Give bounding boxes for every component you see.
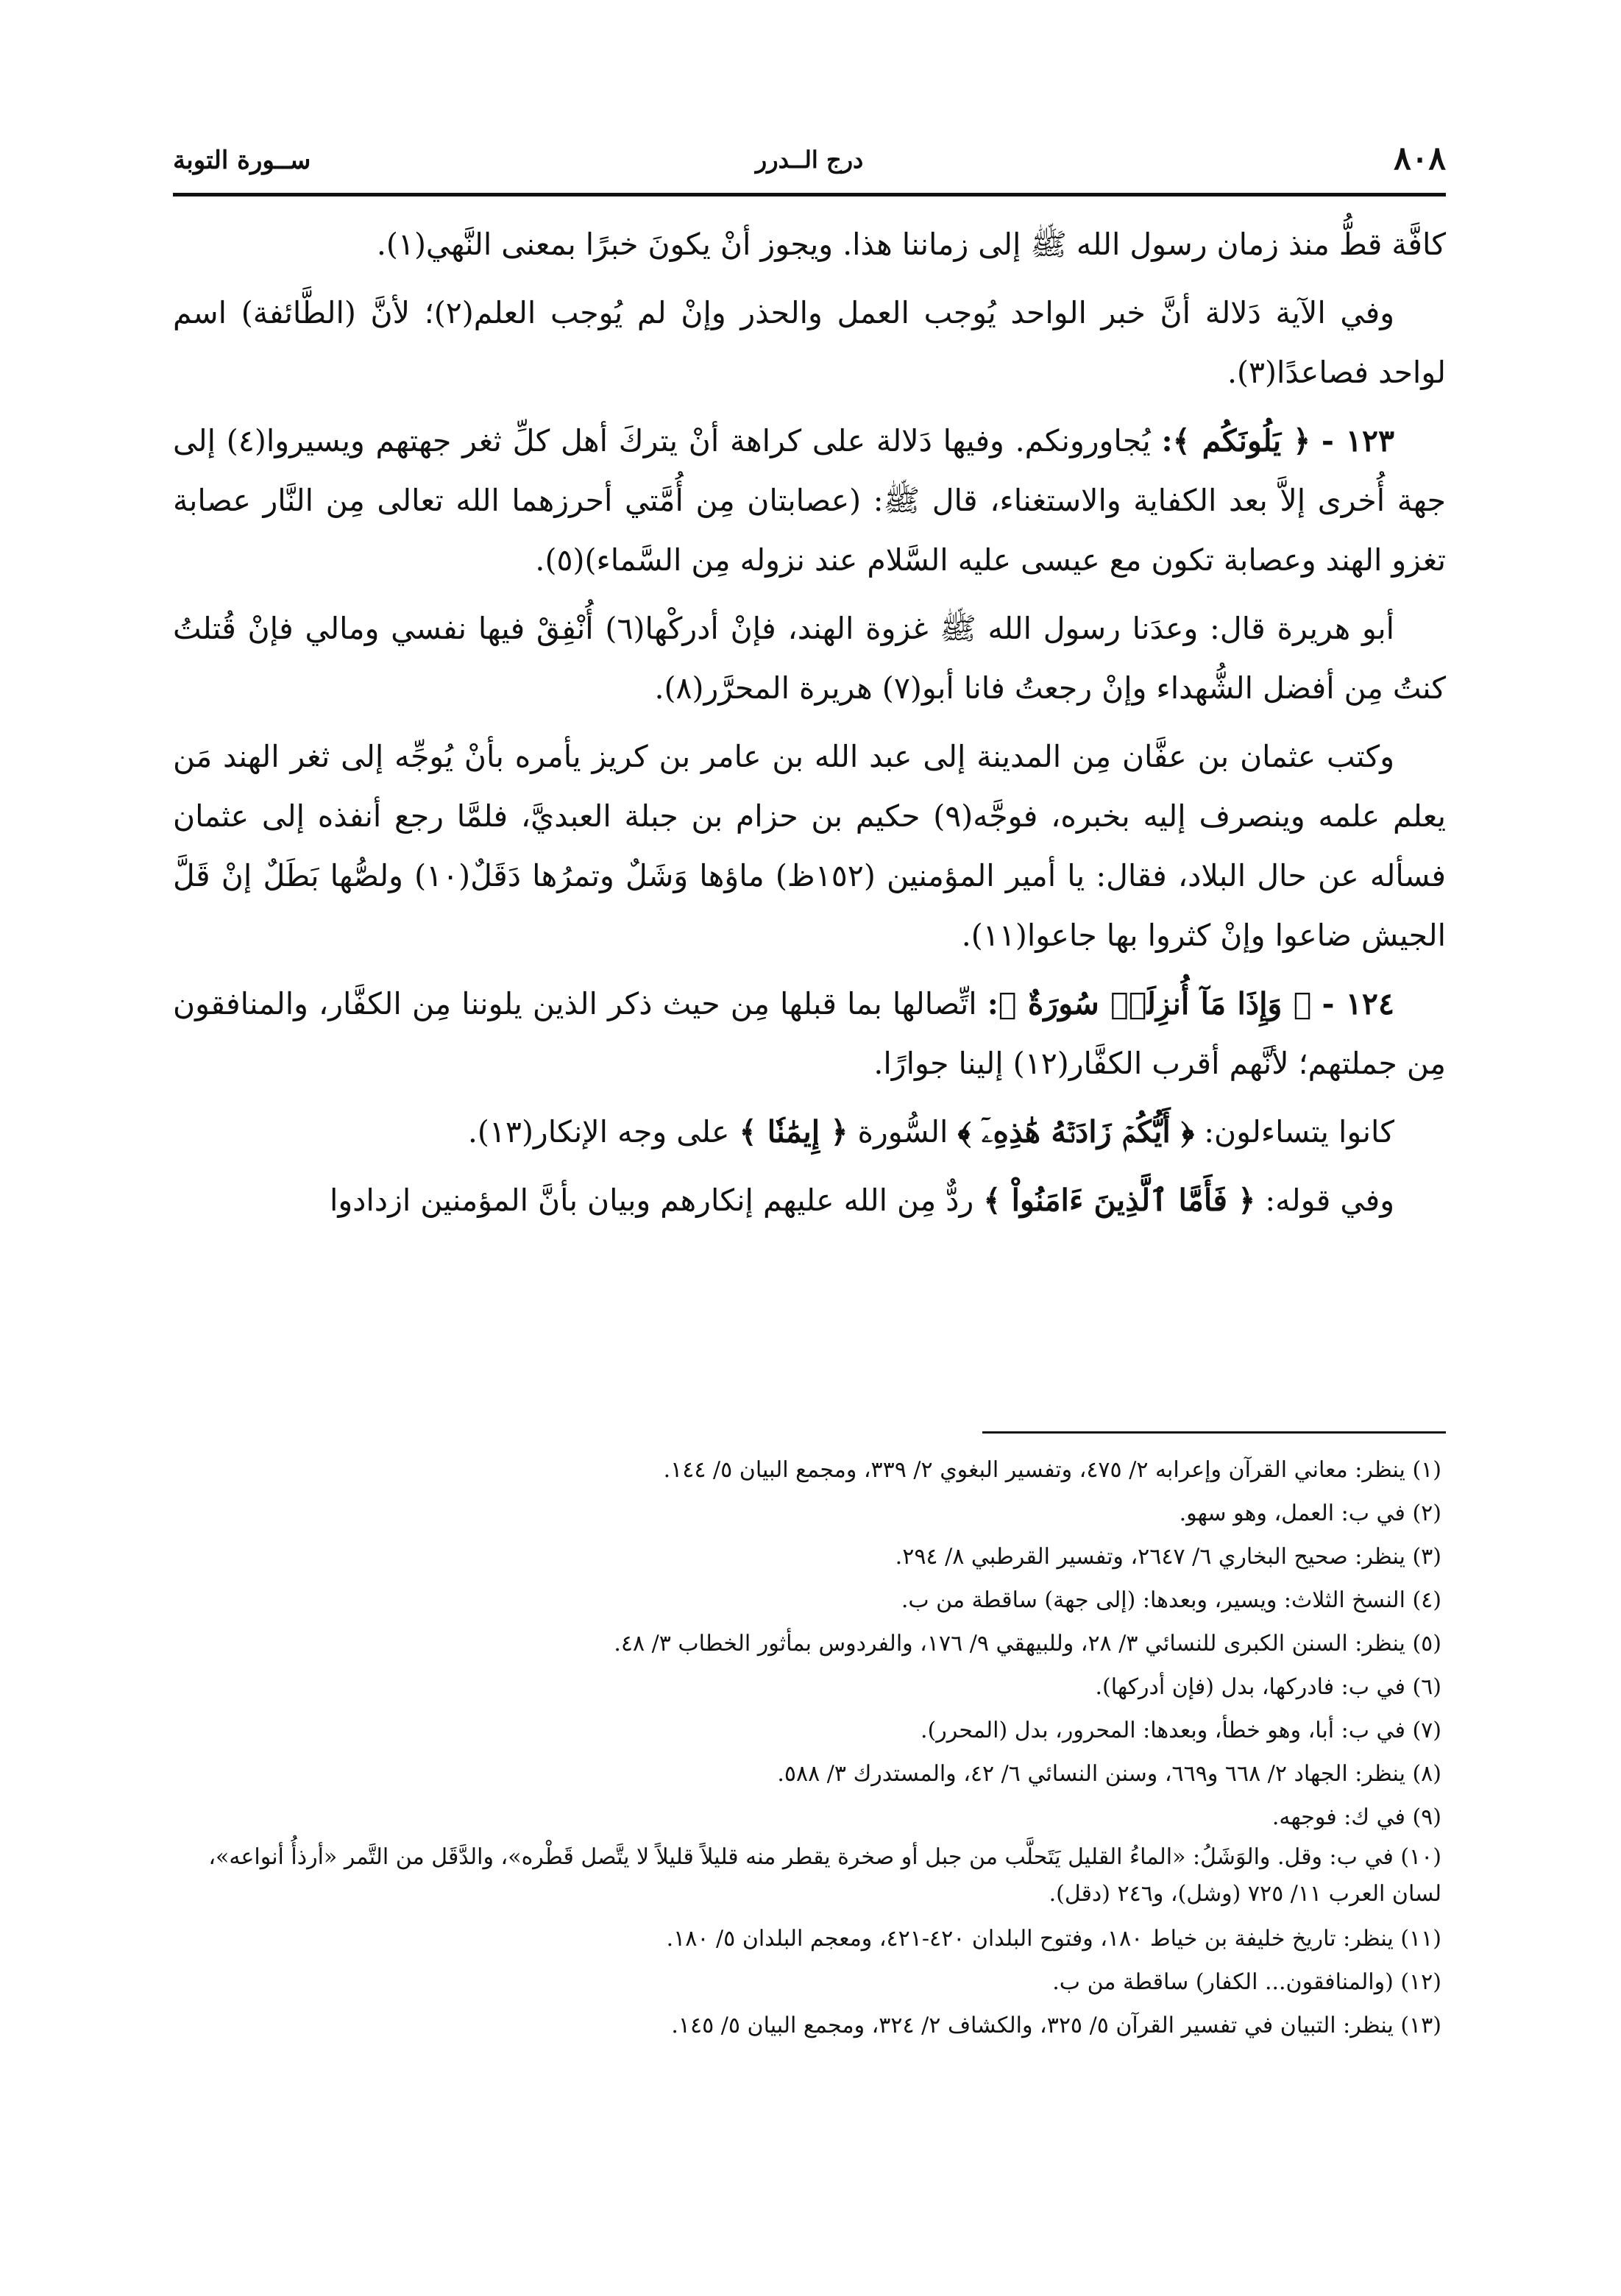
paragraph-text: وفي قوله:: [1265, 1183, 1394, 1218]
paragraph-text: ردٌّ مِن الله عليهم إنكارهم وبيان بأنَّ المؤمنين ازدادوا: [329, 1183, 974, 1218]
page-number: ٨٠٨: [1394, 140, 1446, 177]
footnote: (٢) في ب: العمل، وهو سهو.: [1179, 1500, 1441, 1526]
footnote: (١٣) ينظر: التبيان في تفسير القرآن ٥/ ٣٢٥، والكشاف ٢/ ٣٢٤، ومجمع البيان ٥/ ١٤٥.: [671, 2013, 1441, 2038]
paragraph-text: اتِّصالها بما قبلها مِن حيث ذكر الذين يلوننا مِن الكفَّار، والمنافقون مِن جملتهم؛ لأنَّهم أقرب الكفَّار(١٢) إلينا جوارًا.: [173, 986, 1446, 1081]
footnote: (٥) ينظر: السنن الكبرى للنسائي ٣/ ٢٨، وللبيهقي ٩/ ١٧٦، والفردوس بمأثور الخطاب ٣/ ٤٨.: [614, 1631, 1441, 1657]
verse-number: ١٢٤ -: [1322, 986, 1394, 1021]
footnote: (٨) ينظر: الجهاد ٢/ ٦٦٨ و٦٦٩، وسنن النسائي ٦/ ٤٢، والمستدرك ٣/ ٥٨٨.: [777, 1761, 1441, 1787]
footnote: (١١) ينظر: تاريخ خليفة بن خياط ١٨٠، وفتوح البلدان ٤٢٠-٤٢١، ومعجم البلدان ٥/ ١٨٠.: [666, 1926, 1441, 1952]
footnote: (٩) في ك: فوجهه.: [1271, 1804, 1441, 1830]
paragraph: [173, 1102, 1446, 1162]
paragraph: كافَّة قطُّ منذ زمان رسول الله ﷺ إلى زماننا هذا. ويجوز أنْ يكونَ خبرًا بمعنى النَّهي(١).: [376, 227, 1446, 262]
paragraph: وكتب عثمان بن عفَّان مِن المدينة إلى عبد الله بن عامر بن كريز يأمره بأنْ يُوجِّه إلى ثغر الهند مَن يعلم علمه وينصرف إليه بخبره، فوجَّه(٩) حكيم بن حزام بن جبلة العبديَّ، فلمَّا رجع أنفذه إلى عثمان فسأله عن حال البلاد، فقال: يا أمير المؤمنين (١٥٢ظ) ماؤها وَشَلٌ وتمرُها دَقَلٌ(١٠) ولصُّها بَطَلٌ إنْ قَلَّ الجيش ضاعوا وإنْ كثروا بها جاعوا(١١).: [173, 739, 1447, 953]
paragraph: أبو هريرة قال: وعدَنا رسول الله ﷺ غزوة الهند، فإنْ أدركْها(٦) أُنْفِقْ فيها نفسي ومالي فإنْ قُتلتُ كنتُ مِن أفضل الشُّهداء وإنْ رجعتُ فانا أبو(٧) هريرة المحرَّر(٨).: [173, 611, 1446, 706]
footnote: (٣) ينظر: صحيح البخاري ٦/ ٢٦٤٧، وتفسير القرطبي ٨/ ٢٩٤.: [895, 1544, 1441, 1570]
footnote: (٦) في ب: فادركها، بدل (فإن أدركها).: [1095, 1674, 1441, 1700]
footnotes: [173, 1448, 1446, 2047]
footnote-rule: [982, 1431, 1446, 1434]
quran-quote: ﴿ وَإِذَا مَآ أُنزِلَتۡ سُورَةٌ ﴾:: [987, 986, 1312, 1021]
paragraph-text: السُّورة: [857, 1114, 948, 1149]
paragraph-text: يُجاورونكم. وفيها دَلالة على كراهة أنْ يتركَ أهل كلِّ ثغر جهتهم ويسيروا(٤) إلى جهة أُخرى إلاَّ بعد الكفاية والاستغناء، قال ﷺ: (عصابتان مِن أُمَّتي أحرزهما الله تعالى مِن النَّار عصابة تغزو الهند وعصابة تكون مع عيسى عليه السَّلام عند نزوله مِن السَّماء)(٥).: [173, 423, 1446, 578]
book-title: درج الــدرر: [755, 146, 864, 174]
paragraph: [173, 1171, 1446, 1230]
sura-name: ســورة التوبة: [173, 146, 311, 175]
quran-quote: ﴿ فَأَمَّا ٱلَّذِينَ ءَامَنُواْ ﴾: [983, 1183, 1256, 1218]
page-header: [173, 140, 1446, 193]
footnote: (١٢) (والمنافقون... الكفار) ساقطة من ب.: [1052, 1969, 1441, 1995]
footnote: (١) ينظر: معاني القرآن وإعرابه ٢/ ٤٧٥، وتفسير البغوي ٢/ ٣٣٩، ومجمع البيان ٥/ ١٤٤.: [663, 1457, 1441, 1483]
verse-number: ١٢٣ -: [1321, 423, 1394, 458]
paragraph-text: كانوا يتساءلون:: [1204, 1114, 1394, 1149]
quran-quote: ﴿ أَيُّكُمۡ زَادَتۡهُ هَٰذِهِۦٓ ﴾: [957, 1114, 1195, 1149]
quran-quote: ﴿ يَلُونَكُم ﴾:: [1161, 423, 1311, 458]
main-text: [173, 215, 1446, 1239]
footnote: (١٠) في ب: وقل. والوَشَلُ: «الماءُ القليل يَتَحلَّب من جبل أو صخرة يقطر منه قليلاً قليلاً لا يتَّصل قَطْره»، والدَّقَل من التَّمر «أرذأُ أنواعه»، لسان العرب ١١/ ٧٢٥ (وشل)، و٢٤٦ (دقل).: [208, 1844, 1441, 1907]
quran-quote: ﴿ إِيمَٰنٗا ﴾: [739, 1114, 848, 1149]
footnote: (٧) في ب: أبا، وهو خطأ، وبعدها: المحرور، بدل (المحرر).: [921, 1718, 1441, 1743]
paragraph: [173, 974, 1446, 1094]
footnote: (٤) النسخ الثلاث: ويسير، وبعدها: (إلى جهة) ساقطة من ب.: [901, 1587, 1441, 1613]
paragraph: وفي الآية دَلالة أنَّ خبر الواحد يُوجب العمل والحذر وإنْ لم يُوجب العلم(٢)؛ لأنَّ (الطَّائفة) اسم لواحد فصاعدًا(٣).: [173, 295, 1446, 390]
header-rule: [173, 193, 1446, 196]
paragraph-text: على وجه الإنكار(١٣).: [467, 1114, 730, 1149]
paragraph: [173, 411, 1446, 590]
